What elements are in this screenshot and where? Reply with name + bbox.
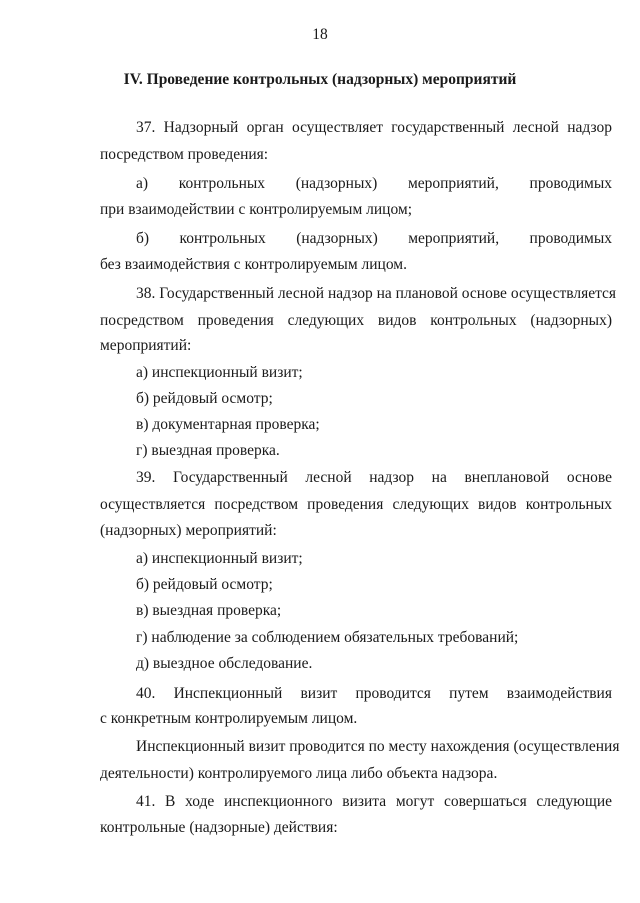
text-line: мероприятий: [100, 337, 192, 354]
page-number: 18 [312, 26, 328, 43]
text-line: а) инспекционный визит; [136, 364, 303, 381]
text-line: д) выездное обследование. [136, 655, 313, 672]
text-line: б) рейдовый осмотр; [136, 576, 273, 593]
text-line: деятельности) контролируемого лица либо объекта надзора. [100, 765, 498, 782]
text-line: контрольные (надзорные) действия: [100, 819, 338, 836]
text-line: в) документарная проверка; [136, 416, 320, 433]
text-line: при взаимодействии с контролируемым лицом; [100, 201, 413, 218]
text-line: (надзорных) мероприятий: [100, 522, 277, 539]
text-line: 38. Государственный лесной надзор на плановой основе осуществляется [136, 285, 617, 302]
text-line: б) контрольных (надзорных) мероприятий, проводимых [136, 230, 612, 247]
text-line: 37. Надзорный орган осуществляет государственный лесной надзор [136, 119, 612, 136]
text-line: а) контрольных (надзорных) мероприятий, проводимых [136, 175, 612, 192]
text-line: б) рейдовый осмотр; [136, 390, 273, 407]
text-line: с конкретным контролируемым лицом. [100, 710, 358, 727]
text-line: а) инспекционный визит; [136, 550, 303, 567]
text-line: 40. Инспекционный визит проводится путем взаимодействия [136, 685, 612, 702]
text-line: Инспекционный визит проводится по месту нахождения (осуществления [136, 738, 620, 755]
text-line: г) выездная проверка. [136, 442, 280, 459]
text-line: посредством проведения: [100, 146, 269, 163]
section-heading: IV. Проведение контрольных (надзорных) мероприятий [123, 71, 517, 88]
text-line: 41. В ходе инспекционного визита могут совершаться следующие [136, 793, 612, 810]
text-line: посредством проведения следующих видов контрольных (надзорных) [100, 312, 612, 329]
text-line: в) выездная проверка; [136, 602, 282, 619]
text-line: 39. Государственный лесной надзор на внеплановой основе [136, 469, 612, 486]
text-line: без взаимодействия с контролируемым лицом. [100, 256, 407, 273]
text-line: г) наблюдение за соблюдением обязательных требований; [136, 629, 519, 646]
text-line: осуществляется посредством проведения следующих видов контрольных [100, 496, 612, 513]
